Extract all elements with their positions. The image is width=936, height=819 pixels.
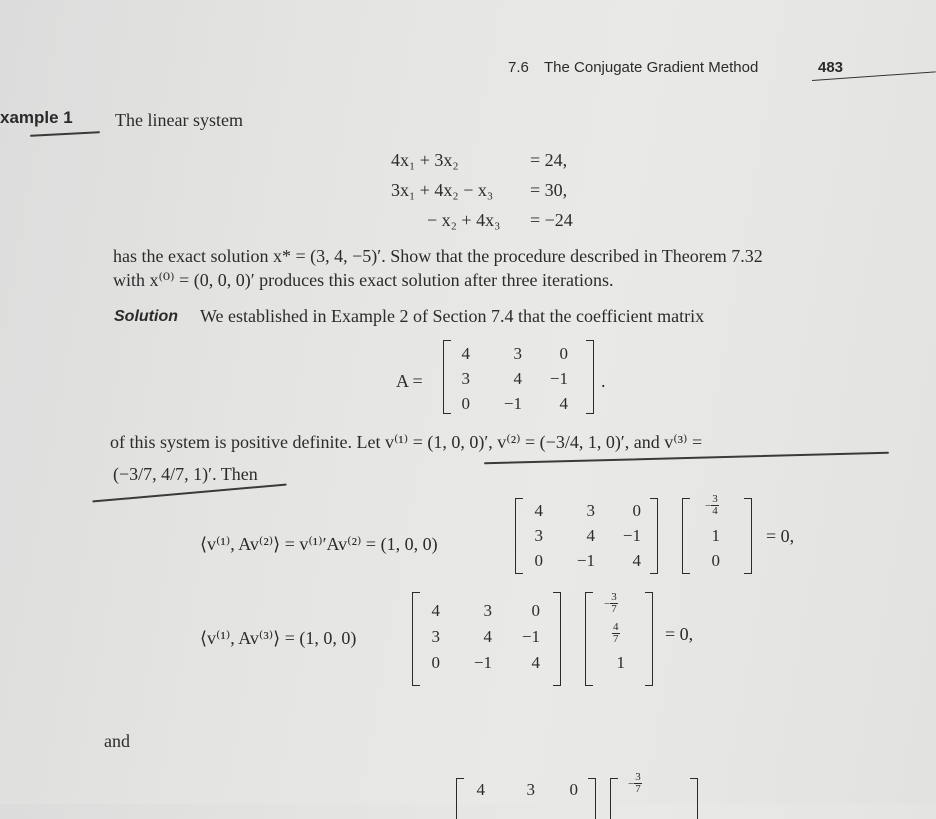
eq2-matrix-cell: 3 xyxy=(431,627,440,646)
eq2-matrix-right-bracket xyxy=(553,592,561,686)
eq1-vector-right-bracket xyxy=(744,498,752,574)
eq1-rhs: = 0, xyxy=(766,526,795,546)
eq1-vector-cell: 0 xyxy=(711,551,720,570)
matrix-cell: 3 xyxy=(513,344,522,363)
paragraph-1-line-2: with x⁽⁰⁾ = (0, 0, 0)′ produces this exact solution after three iterations. xyxy=(113,270,614,290)
eq2-lhs: ⟨v⁽¹⁾, Av⁽³⁾⟩ = (1, 0, 0) xyxy=(200,628,357,648)
eq1-matrix-cell: 0 xyxy=(632,501,641,520)
matrix-cell: 0 xyxy=(559,344,568,363)
equation-3-lhs: − x₂ + 4x₃ xyxy=(427,210,501,230)
eq1-matrix-cell: 4 xyxy=(534,501,543,520)
pen-underline-vector-3 xyxy=(92,484,286,503)
eq2-vector-fraction: − $\frac{3}{7}$ xyxy=(604,591,617,615)
eq1-matrix-right-bracket xyxy=(650,498,658,574)
eq1-matrix-cell: 3 xyxy=(586,501,595,520)
equation-3-rhs: = −24 xyxy=(530,210,573,230)
example-label: xample 1 xyxy=(0,108,73,127)
matrix-cell: 4 xyxy=(461,344,470,363)
paragraph-1-line-1: has the exact solution x* = (3, 4, −5)′. Show that the procedure described in Theorem 7.32 xyxy=(113,246,763,266)
partial-matrix-cell: 0 xyxy=(569,780,578,799)
equation-1-rhs: = 24, xyxy=(530,150,568,170)
eq2-matrix-cell: 4 xyxy=(531,653,540,672)
page-number: 483 xyxy=(818,59,844,76)
pen-underline-example xyxy=(30,131,100,137)
running-title: The Conjugate Gradient Method xyxy=(544,59,759,76)
eq1-vector-fraction: − $\frac{3}{4}$ xyxy=(705,493,718,517)
matrix-cell: 3 xyxy=(461,369,470,388)
equation-1-lhs: 4x₁ + 3x₂ xyxy=(391,150,459,170)
matrix-period: . xyxy=(601,371,606,391)
partial-matrix-cell: 3 xyxy=(526,780,535,799)
eq2-matrix-cell: 0 xyxy=(431,653,440,672)
paragraph-2-line-1: of this system is positive definite. Let v⁽¹⁾ = (1, 0, 0)′, v⁽²⁾ = (−3/4, 1, 0)′, and v⁽³⁾ = xyxy=(110,432,703,452)
eq2-vector-cell: 1 xyxy=(616,653,625,672)
equation-2-lhs: 3x₁ + 4x₂ − x₃ xyxy=(391,180,494,200)
matrix-cell: 4 xyxy=(559,394,568,413)
matrix-cell: −1 xyxy=(549,369,568,388)
partial-vector-left-bracket xyxy=(610,778,618,819)
partial-matrix-cell: 4 xyxy=(476,780,485,799)
solution-label: Solution xyxy=(114,308,178,325)
eq1-lhs: ⟨v⁽¹⁾, Av⁽²⁾⟩ = v⁽¹⁾′Av⁽²⁾ = (1, 0, 0) xyxy=(200,534,438,554)
solution-text: We established in Example 2 of Section 7.4 that the coefficient matrix xyxy=(200,306,705,326)
eq2-matrix-cell: 3 xyxy=(483,601,492,620)
eq2-matrix-cell: −1 xyxy=(521,627,540,646)
eq2-matrix-cell: 4 xyxy=(483,627,492,646)
eq2-matrix-cell: 0 xyxy=(531,601,540,620)
and-text: and xyxy=(104,731,130,751)
partial-vector-right-bracket xyxy=(690,778,698,819)
partial-vector-fraction: − $\frac{3}{7}$ xyxy=(628,771,641,795)
partial-matrix-right-bracket xyxy=(588,778,596,819)
eq1-vector-left-bracket xyxy=(682,498,690,574)
example-intro: The linear system xyxy=(115,110,243,130)
matrix-name: A = xyxy=(396,371,423,391)
matrix-cell: −1 xyxy=(503,394,522,413)
eq1-matrix-cell: −1 xyxy=(622,526,641,545)
matrix-right-bracket xyxy=(586,340,594,414)
eq2-vector-right-bracket xyxy=(645,592,653,686)
eq2-matrix-cell: 4 xyxy=(431,601,440,620)
eq1-matrix-cell: 0 xyxy=(534,551,543,570)
equation-2-rhs: = 30, xyxy=(530,180,568,200)
matrix-cell: 4 xyxy=(513,369,522,388)
eq1-matrix-cell: 3 xyxy=(534,526,543,545)
eq1-vector-cell: 1 xyxy=(711,526,720,545)
eq2-rhs: = 0, xyxy=(665,624,694,644)
eq1-matrix-cell: 4 xyxy=(586,526,595,545)
eq1-matrix-cell: 4 xyxy=(632,551,641,570)
section-number: 7.6 xyxy=(508,59,529,76)
paragraph-2-line-2: (−3/7, 4/7, 1)′. Then xyxy=(113,464,258,484)
eq2-matrix-cell: −1 xyxy=(473,653,492,672)
eq1-matrix-cell: −1 xyxy=(576,551,595,570)
eq2-vector-left-bracket xyxy=(585,592,593,686)
matrix-cell: 0 xyxy=(461,394,470,413)
pen-underline-vectors xyxy=(484,452,889,465)
eq2-vector-fraction: 4 7 xyxy=(613,621,619,645)
